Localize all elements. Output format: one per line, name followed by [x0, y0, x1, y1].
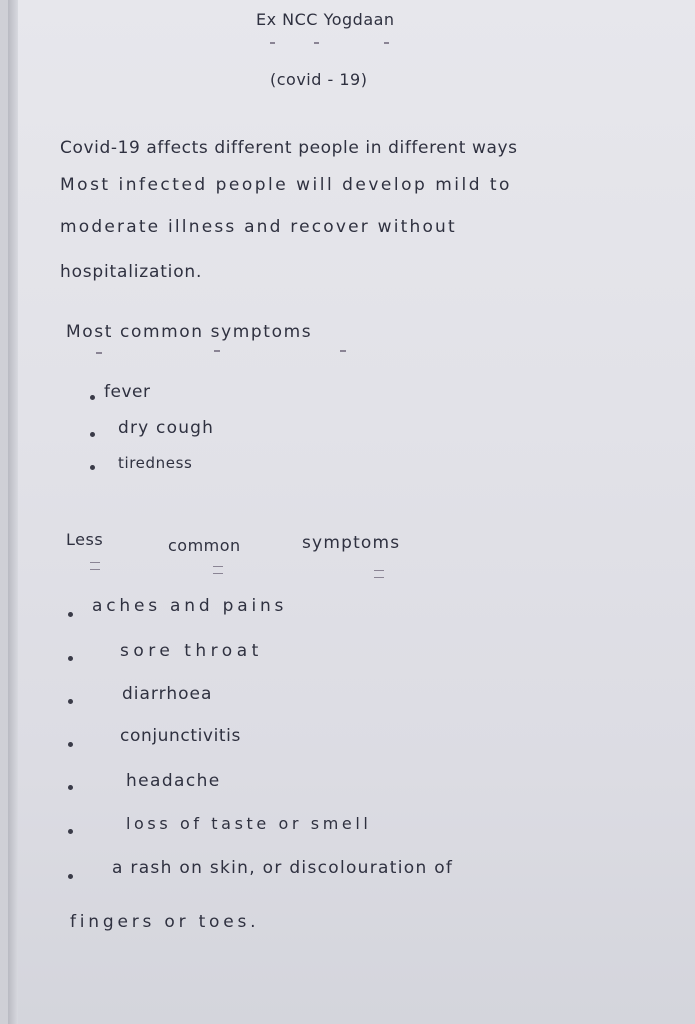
page-edge: [8, 0, 18, 1024]
page-subtitle: (covid - 19): [270, 70, 368, 89]
title-underline-mark: [384, 42, 389, 44]
bullet-dot: [68, 874, 73, 879]
bullet-dot: [68, 656, 73, 661]
title-underline-mark: [270, 42, 275, 44]
title-underline-mark: [314, 42, 319, 44]
intro-line-4: hospitalization.: [60, 262, 203, 282]
bullet-dot: [68, 785, 73, 790]
common-symptom-item: dry cough: [118, 418, 215, 438]
intro-line-1: Covid-19 affects different people in different ways: [60, 138, 518, 158]
less-common-heading-word: symptoms: [302, 533, 401, 553]
bullet-dot: [90, 432, 95, 437]
less-common-item: a rash on skin, or discolouration of: [112, 858, 454, 878]
notebook-page: [8, 0, 695, 1024]
less-common-item: diarrhoea: [122, 684, 213, 704]
bullet-dot: [68, 742, 73, 747]
common-symptom-item: tiredness: [118, 454, 193, 472]
less-common-heading-word: common: [168, 536, 241, 555]
heading-underline-mark: [90, 562, 100, 570]
less-common-heading-word: Less: [66, 530, 104, 549]
bullet-dot: [68, 699, 73, 704]
less-common-item: sore throat: [120, 641, 263, 661]
page-title: Ex NCC Yogdaan: [256, 10, 395, 29]
less-common-item: loss of taste or smell: [126, 814, 372, 833]
intro-line-3: moderate illness and recover without: [60, 217, 457, 237]
heading-underline-mark: [374, 570, 384, 578]
bullet-dot: [90, 395, 95, 400]
less-common-item: headache: [126, 771, 221, 791]
less-common-continuation: fingers or toes.: [70, 912, 260, 932]
common-symptoms-heading: Most common symptoms: [66, 322, 313, 342]
less-common-item: aches and pains: [92, 596, 288, 616]
bullet-dot: [68, 829, 73, 834]
intro-line-2: Most infected people will develop mild to: [60, 175, 512, 195]
heading-underline-mark: [340, 350, 346, 352]
less-common-item: conjunctivitis: [120, 726, 241, 746]
common-symptom-item: fever: [104, 382, 151, 402]
bullet-dot: [90, 465, 95, 470]
bullet-dot: [68, 612, 73, 617]
heading-underline-mark: [96, 352, 102, 354]
heading-underline-mark: [213, 566, 223, 574]
heading-underline-mark: [214, 350, 220, 352]
